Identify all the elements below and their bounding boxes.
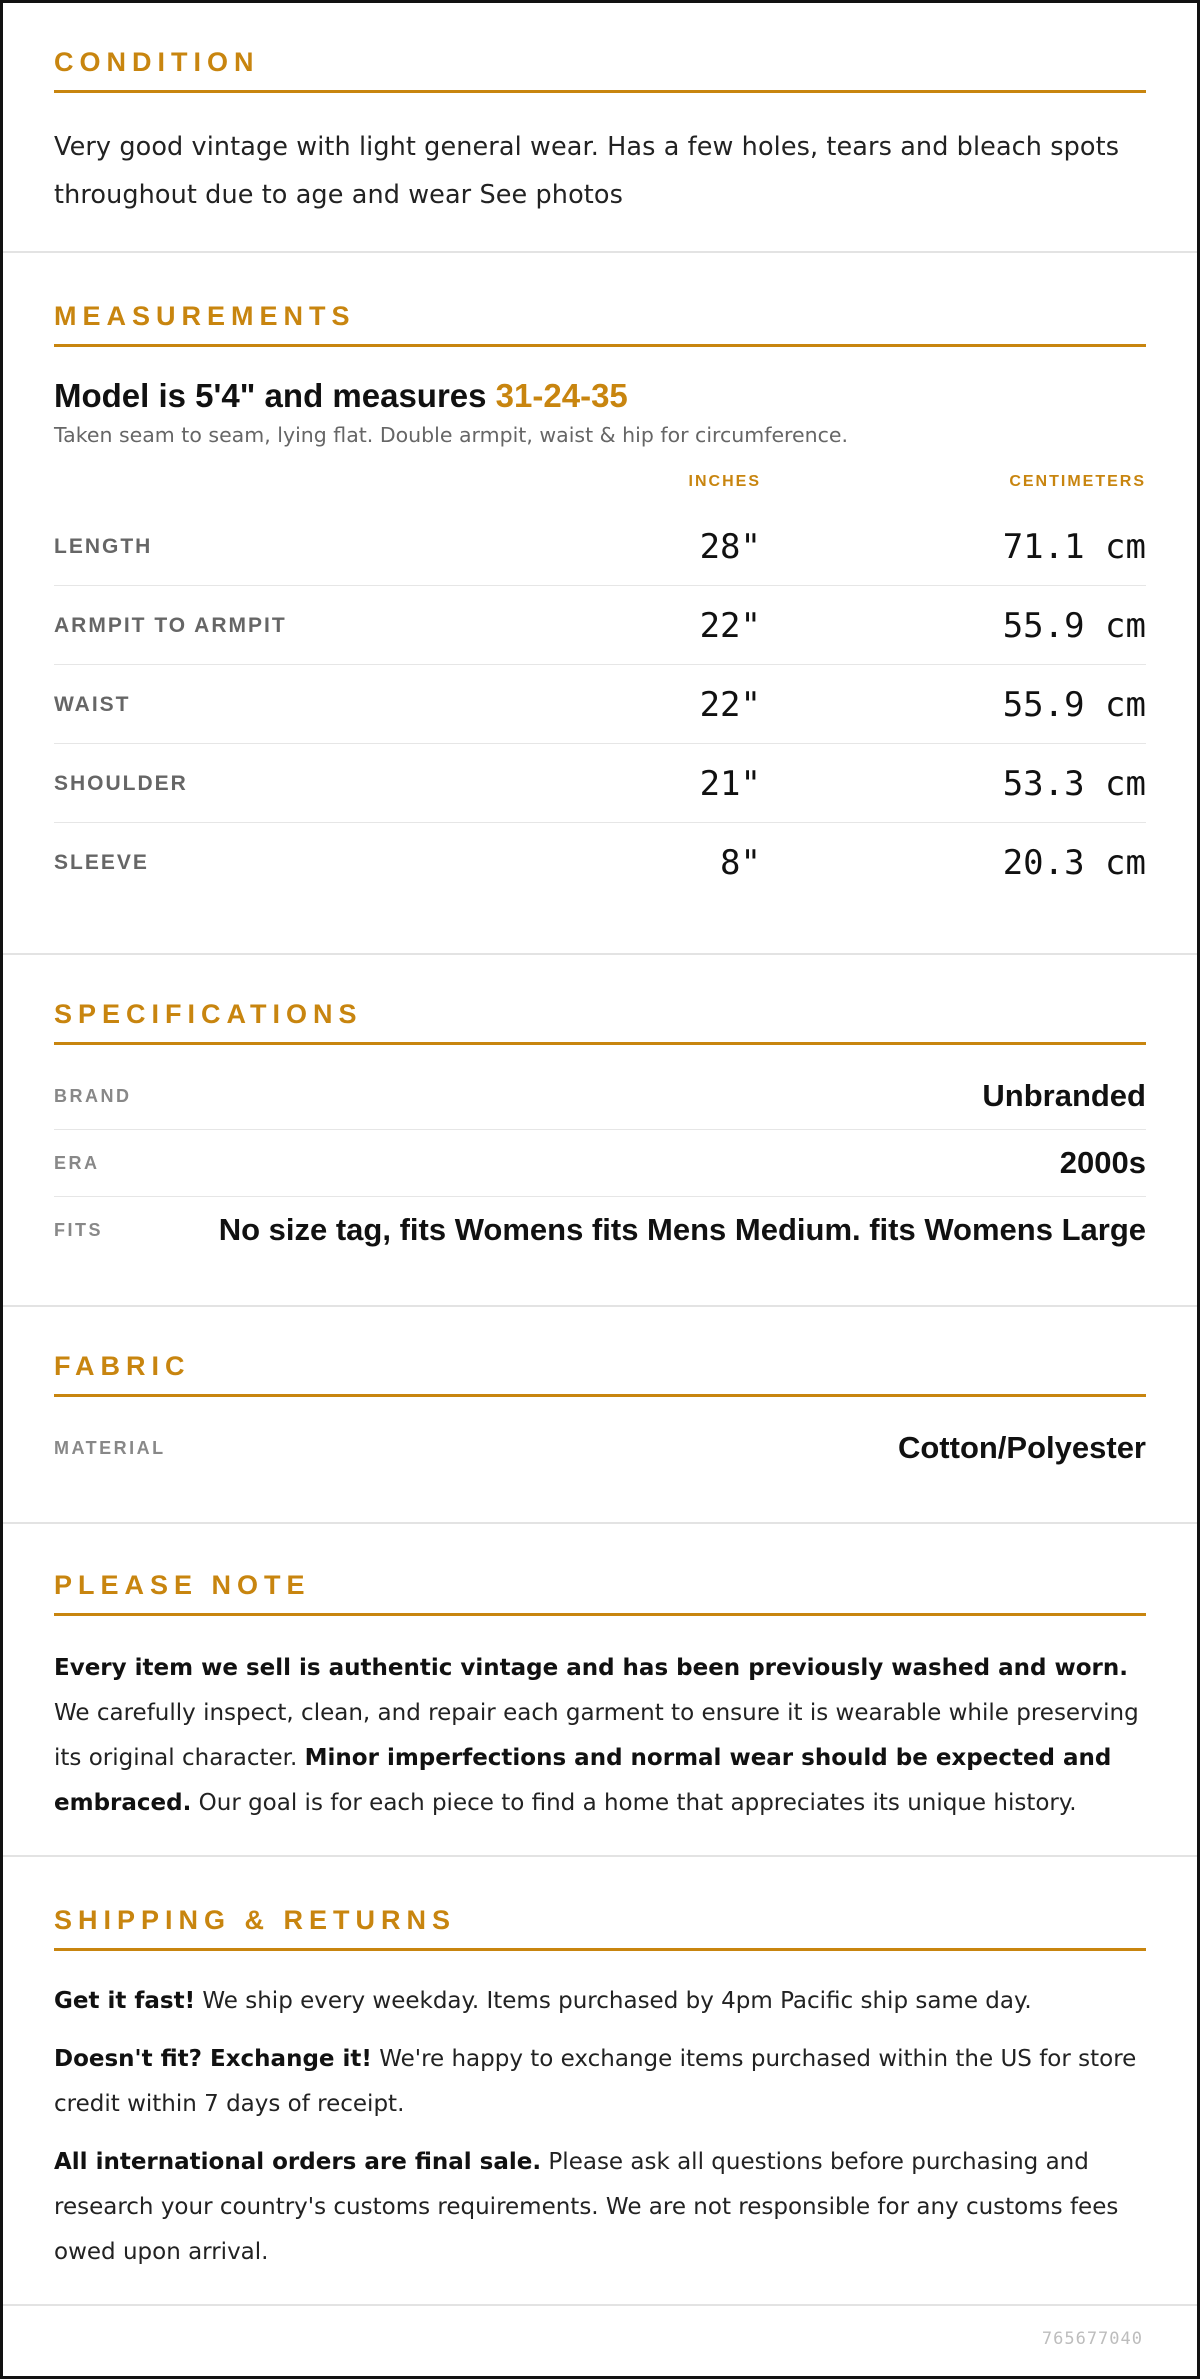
model-prefix: Model is 5'4" and measures — [54, 377, 496, 414]
measurement-inches: 8" — [720, 843, 761, 883]
fabric-list — [54, 1415, 1146, 1482]
measurement-note: Taken seam to seam, lying flat. Double armpit, waist & hip for circumference. — [54, 423, 849, 447]
measurement-row-length — [54, 507, 1146, 586]
shipping-bold: Doesn't fit? Exchange it! — [54, 2046, 372, 2072]
shipping-paragraph-exchange — [54, 2037, 1146, 2127]
specifications-title: SPECIFICATIONS — [54, 999, 1146, 1045]
measurement-inches: 22" — [699, 606, 761, 646]
measurement-cm: 71.1 cm — [1002, 527, 1146, 567]
measurement-label: SLEEVE — [54, 851, 149, 874]
condition-text: Very good vintage with light general wear. Has a few holes, tears and bleach spots throughout due to age and wear See photos — [54, 132, 1120, 210]
shipping-paragraph-fast — [54, 1979, 1146, 2024]
fabric-section — [3, 1307, 1197, 1524]
measurement-row-armpit — [54, 586, 1146, 665]
condition-section — [3, 3, 1197, 253]
spec-key: FITS — [54, 1220, 103, 1240]
measurement-row-waist — [54, 665, 1146, 744]
spec-key: MATERIAL — [54, 1438, 166, 1458]
spec-value: No size tag, fits Womens fits Mens Medium. fits Womens Large — [218, 1212, 1146, 1247]
measurement-table — [54, 507, 1146, 902]
spec-row-era — [54, 1130, 1146, 1197]
spec-value: Cotton/Polyester — [897, 1430, 1146, 1465]
please-note-section — [3, 1524, 1197, 1857]
measurement-label: ARMPIT TO ARMPIT — [54, 614, 287, 637]
centimeters-column-header: CENTIMETERS — [1009, 473, 1146, 490]
measurement-inches: 28" — [699, 527, 761, 567]
measurement-inches: 22" — [699, 685, 761, 725]
shipping-text: Please ask all questions before purchasing and research your country's customs requirements. We are not responsible for any customs fees owed upon arrival. — [54, 2149, 1119, 2265]
measurement-row-shoulder — [54, 744, 1146, 823]
measurements-section — [3, 253, 1197, 955]
measurement-label: SHOULDER — [54, 772, 188, 795]
measurement-label: LENGTH — [54, 535, 153, 558]
inches-column-header: INCHES — [688, 473, 761, 490]
measurement-table-header — [54, 447, 1146, 507]
measurements-title: MEASUREMENTS — [54, 301, 1146, 347]
spec-value: 2000s — [1059, 1145, 1146, 1180]
please-note-title: PLEASE NOTE — [54, 1570, 1146, 1616]
measurement-cm: 55.9 cm — [1002, 606, 1146, 646]
spec-row-material — [54, 1415, 1146, 1482]
condition-title: CONDITION — [54, 47, 1146, 93]
specifications-section — [3, 955, 1197, 1307]
spec-value: Unbranded — [982, 1078, 1146, 1113]
note-bold-2: Minor imperfections and normal wear should be expected and embraced. — [54, 1745, 1112, 1816]
shipping-paragraph-international — [54, 2140, 1146, 2275]
please-note-text — [54, 1646, 1146, 1826]
shipping-bold: All international orders are final sale. — [54, 2149, 542, 2175]
model-measures: 31-24-35 — [495, 377, 628, 414]
product-id: 765677040 — [1041, 2329, 1143, 2349]
shipping-title: SHIPPING & RETURNS — [54, 1905, 1146, 1951]
measurement-label: WAIST — [54, 693, 131, 716]
spec-row-brand — [54, 1063, 1146, 1130]
shipping-text: We're happy to exchange items purchased within the US for store credit within 7 days of receipt. — [54, 2046, 1137, 2117]
note-bold-1: Every item we sell is authentic vintage and has been previously washed and worn. — [54, 1655, 1128, 1681]
note-text-2: Our goal is for each piece to find a home that appreciates its unique history. — [191, 1790, 1077, 1816]
measurement-cm: 53.3 cm — [1002, 764, 1146, 804]
spec-key: BRAND — [54, 1086, 132, 1106]
shipping-bold: Get it fast! — [54, 1988, 196, 2014]
measurement-cm: 55.9 cm — [1002, 685, 1146, 725]
measurement-inches: 21" — [699, 764, 761, 804]
note-text-1: We carefully inspect, clean, and repair each garment to ensure it is wearable while preserving its original character. — [54, 1700, 1139, 1771]
fabric-title: FABRIC — [54, 1351, 1146, 1397]
model-info — [54, 377, 1146, 415]
measurement-cm: 20.3 cm — [1002, 843, 1146, 883]
spec-row-fits — [54, 1197, 1146, 1264]
specifications-list — [54, 1063, 1146, 1264]
measurement-row-sleeve — [54, 823, 1146, 902]
shipping-returns-section — [3, 1857, 1197, 2306]
shipping-text: We ship every weekday. Items purchased by 4pm Pacific ship same day. — [195, 1988, 1032, 2014]
spec-key: ERA — [54, 1153, 100, 1173]
